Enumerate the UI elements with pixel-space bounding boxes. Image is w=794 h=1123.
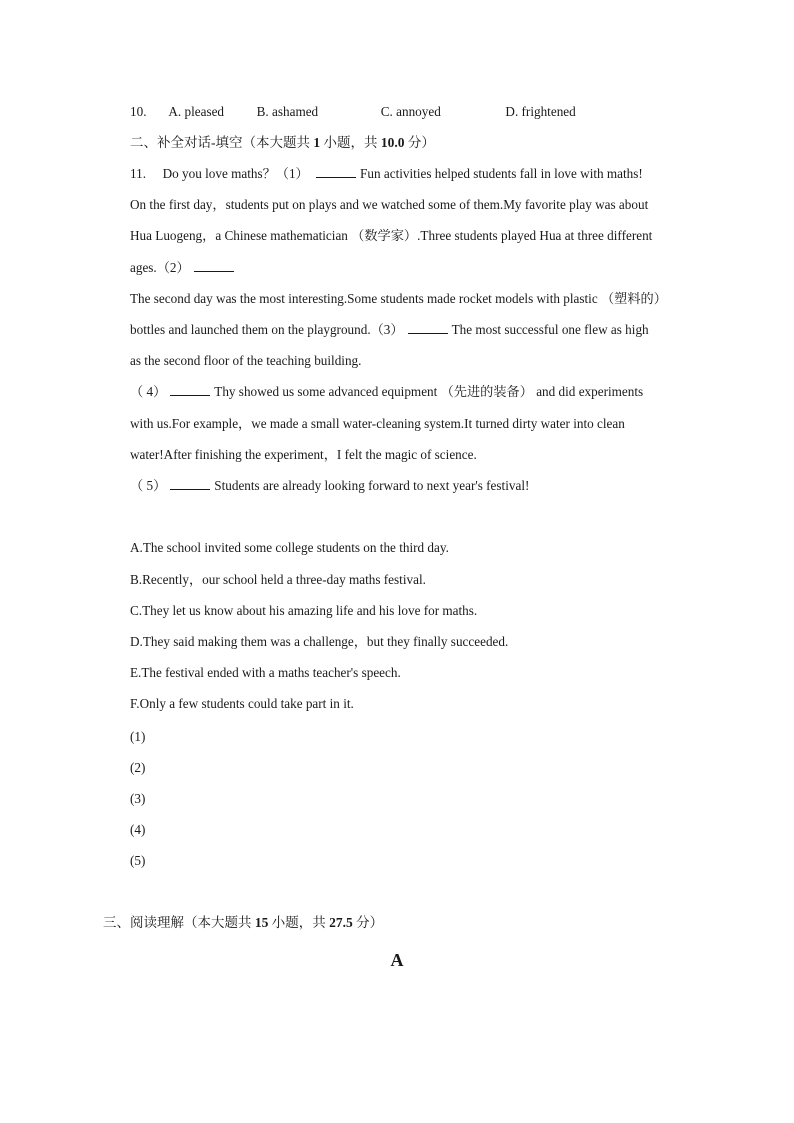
- choice-d: D.They said making them was a challenge，but they finally succeeded.: [130, 634, 509, 649]
- option-c: C. annoyed: [380, 104, 441, 119]
- answer-blank-5[interactable]: [170, 477, 210, 490]
- section-heading-3: 三、阅读理解（本大题共 15 小题，共 27.5 分）: [103, 915, 384, 930]
- answer-blank-2[interactable]: [194, 259, 234, 272]
- question-number: 11.: [130, 166, 146, 181]
- passage-title: A: [390, 950, 404, 970]
- choice-a: A.The school invited some college students on the third day.: [130, 540, 449, 555]
- question-10: [130, 103, 576, 121]
- choice-e: E.The festival ended with a maths teacher's speech.: [130, 665, 401, 680]
- answer-slot-5[interactable]: (5): [130, 853, 146, 868]
- answer-blank-3[interactable]: [408, 321, 448, 334]
- choice-c: C.They let us know about his amazing life and his love for maths.: [130, 603, 478, 618]
- answer-slot-3[interactable]: (3): [130, 791, 146, 806]
- passage-line-6: bottles and launched them on the playground.（3） The most successful one flew as high: [130, 322, 649, 337]
- option-a: A. pleased: [168, 104, 225, 119]
- answer-slot-1[interactable]: (1): [130, 729, 146, 744]
- answer-slot-2[interactable]: (2): [130, 760, 146, 775]
- section-heading-2: 二、补全对话-填空（本大题共 1 小题，共 10.0 分）: [130, 135, 435, 150]
- passage-line-7: as the second floor of the teaching building.: [130, 353, 362, 368]
- passage-line-5: The second day was the most interesting.Some students made rocket models with plastic （塑料的）: [130, 291, 667, 306]
- passage-line-11: （ 5） Students are already looking forward to next year's festival!: [130, 478, 530, 493]
- passage-line-4: ages.（2）: [130, 259, 238, 277]
- answer-blank-1[interactable]: [316, 165, 356, 178]
- option-d: D. frightened: [505, 104, 576, 119]
- choice-f: F.Only a few students could take part in it.: [130, 696, 354, 711]
- passage-line-2: On the first day，students put on plays and we watched some of them.My favorite play was about: [130, 197, 649, 212]
- passage-line-8: （ 4） Thy showed us some advanced equipment （先进的装备） and did experiments: [130, 384, 644, 399]
- question-number: 10.: [130, 104, 147, 119]
- choice-b: B.Recently，our school held a three-day maths festival.: [130, 572, 426, 587]
- option-b: B. ashamed: [256, 104, 319, 119]
- passage-line-10: water!After finishing the experiment，I felt the magic of science.: [130, 447, 477, 462]
- answer-blank-4[interactable]: [170, 383, 210, 396]
- answer-slot-4[interactable]: (4): [130, 822, 146, 837]
- passage-line-9: with us.For example，we made a small water-cleaning system.It turned dirty water into clean: [130, 416, 625, 431]
- passage-line-3: Hua Luogeng，a Chinese mathematician （数学家）.Three students played Hua at three different: [130, 228, 653, 243]
- passage-line-1: 11. Do you love maths？（1） Fun activities helped students fall in love with maths!: [130, 166, 643, 181]
